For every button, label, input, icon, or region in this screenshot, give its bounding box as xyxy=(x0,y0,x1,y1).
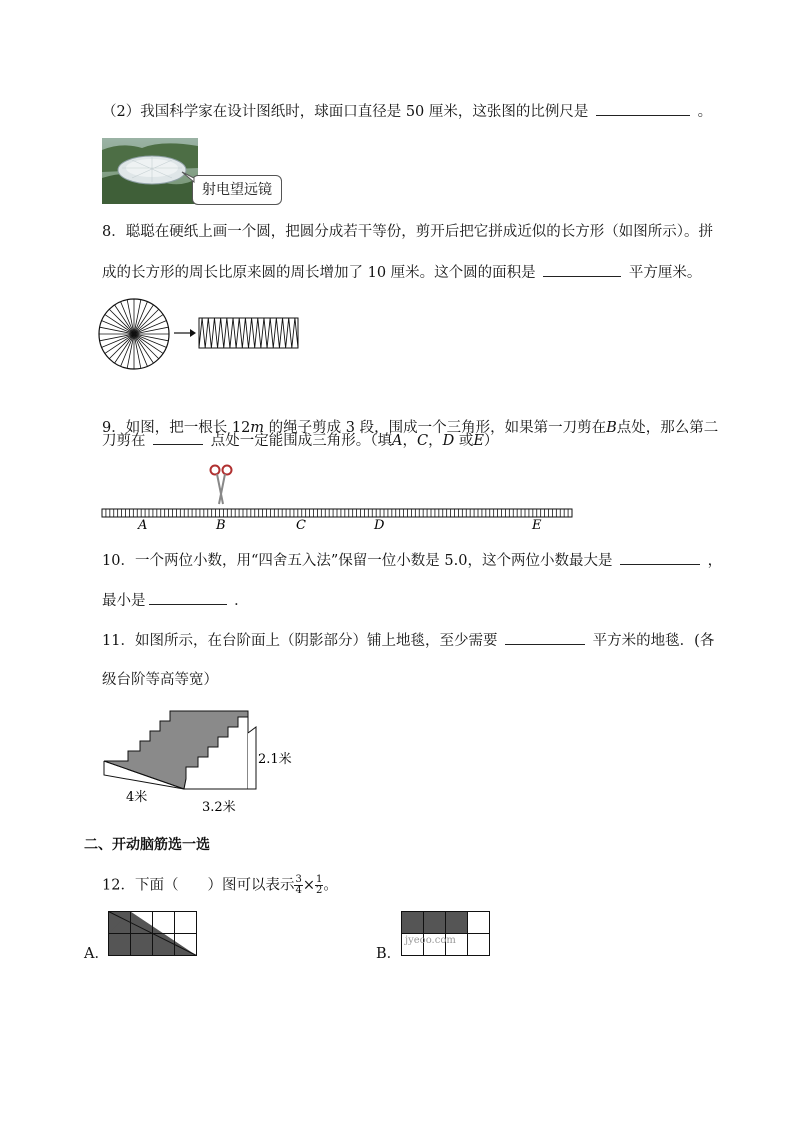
option-a-label[interactable]: A． xyxy=(84,946,109,962)
q8-line2 xyxy=(102,262,701,283)
q11-line1 xyxy=(102,630,714,651)
fraction-three-quarters: $\frac{3}{4}$ xyxy=(295,874,302,896)
answer-blank-max[interactable] xyxy=(620,550,700,565)
telescope-caption-box xyxy=(192,175,282,205)
q10-line2-end: ． xyxy=(234,593,249,609)
option-b-label[interactable]: B． xyxy=(376,946,402,962)
scissors-icon xyxy=(211,466,232,505)
arrow-icon xyxy=(174,329,196,337)
section2-title: 二、开动脑筋选一选 xyxy=(84,837,210,853)
q7-2-text: （2）我国科学家在设计图纸时，球面口直径是 50 厘米，这张图的比例尺是 xyxy=(102,104,589,120)
width-label: 3.2米 xyxy=(202,800,236,815)
staircase-figure xyxy=(98,705,308,817)
opt-a-ref: A xyxy=(391,433,403,449)
q8-line1: 8．聪聪在硬纸上画一个圆，把圆分成若干等份，剪开后把它拼成近似的长方形（如图所示）。拼 xyxy=(102,224,713,240)
answer-blank-cut-point[interactable] xyxy=(153,430,203,445)
q11-text: 11．如图所示，在台阶面上（阴影部分）铺上地毯，至少需要 xyxy=(102,633,498,649)
q8-line2-text: 成的长方形的周长比原来圆的周长增加了 10 厘米。这个圆的面积是 xyxy=(102,265,536,281)
q9-close: ） xyxy=(483,433,499,449)
q12-line xyxy=(102,875,338,896)
rope-label-d: D xyxy=(374,518,385,533)
q7-2-end: 。 xyxy=(697,104,713,120)
answer-blank-scale[interactable] xyxy=(596,101,690,116)
q8-line2-end: 平方厘米。 xyxy=(628,265,702,281)
q11-line1-end: 平方米的地毯．(各 xyxy=(592,633,715,649)
rope-point-labels xyxy=(137,518,542,533)
fraction-one-half: $\frac{1}{2}$ xyxy=(315,874,323,896)
circle-to-rectangle-figure xyxy=(98,298,308,372)
or-word: 或 xyxy=(458,433,474,449)
divided-circle xyxy=(99,299,169,369)
q9-text-c: 点处，那么第二 xyxy=(616,420,719,436)
q9-text-e: 点处一定能围成三角形。（填 xyxy=(210,433,392,449)
q10-line1 xyxy=(102,550,722,571)
q7-2-line xyxy=(102,101,712,122)
point-b-ref: B xyxy=(606,420,617,436)
answer-blank-carpet[interactable] xyxy=(505,630,585,645)
q9-text-d: 刀剪在 xyxy=(102,433,146,449)
option-b-grid[interactable] xyxy=(401,911,491,957)
q11-line2: 级台阶等高等宽） xyxy=(102,672,218,688)
rope-label-b: B xyxy=(216,518,226,533)
rope-label-e: E xyxy=(532,518,542,533)
q10-text-min: 最小是 xyxy=(102,593,146,609)
answer-blank-min[interactable] xyxy=(149,590,227,605)
q10-line2 xyxy=(102,590,249,611)
telescope-caption: 射电望远镜 xyxy=(202,182,272,198)
q10-line1-end: ， xyxy=(707,553,723,569)
q12-end: 。 xyxy=(323,877,338,894)
rope-length-number: 12 xyxy=(231,420,251,436)
caption-pointer-icon xyxy=(180,170,196,184)
q9-text-a: 9．如图，把一根长 xyxy=(102,420,228,436)
approximate-rectangle xyxy=(199,318,298,348)
rope-label-c: C xyxy=(296,518,306,533)
q10-text: 10．一个两位小数，用“四舍五入法”保留一位小数是 5.0，这个两位小数最大是 xyxy=(102,553,613,569)
rope-label-a: A xyxy=(138,518,148,533)
opt-d-ref: D xyxy=(442,433,455,449)
opt-c-ref: C xyxy=(416,433,429,449)
q12-text: 12．下面（ ）图可以表示 xyxy=(102,877,295,894)
rope-figure xyxy=(98,462,578,534)
height-label: 2.1米 xyxy=(258,752,292,767)
rope-length-unit: m xyxy=(250,420,265,436)
opt-e-ref: E xyxy=(473,433,484,449)
rope xyxy=(102,509,572,517)
answer-blank-area[interactable] xyxy=(543,262,621,277)
length-label: 4米 xyxy=(126,790,148,805)
watermark: jyeoo.com xyxy=(405,935,456,946)
q9-line2: 刀剪在 点处一定能围成三角形。（填A，C，D 或E） xyxy=(102,430,498,451)
times-sign: × xyxy=(302,877,315,894)
q9-text-b: 的绳子剪成 3 段，围成一个三角形，如果第一刀剪在 xyxy=(268,420,607,436)
option-a-grid[interactable] xyxy=(108,911,198,957)
